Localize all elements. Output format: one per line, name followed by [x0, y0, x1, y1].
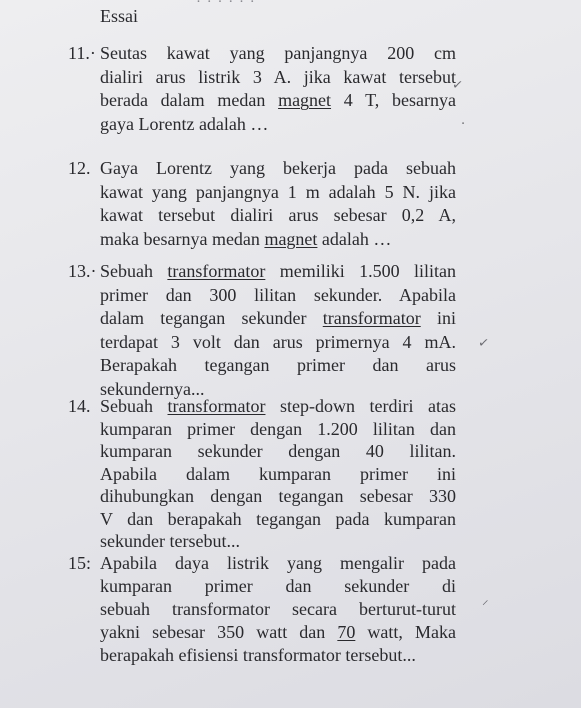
text-segment: Sebuah	[100, 261, 168, 281]
check-mark-2: ✓	[477, 335, 490, 352]
question-14	[68, 395, 456, 553]
question-line	[100, 463, 456, 486]
dot-mark: ·	[461, 117, 466, 132]
question-line	[100, 440, 456, 463]
underlined-word: transformator	[167, 396, 266, 416]
text-segment: maka besarnya medan	[100, 228, 265, 249]
text-segment: terdapat 3 volt dan arus primernya 4 mA.	[100, 331, 456, 352]
text-segment: adalah …	[317, 228, 392, 249]
text-segment: sebuah transformator secara berturut-turut	[100, 599, 456, 619]
text-segment: Seutas kawat yang panjangnya 200 cm	[100, 43, 456, 63]
check-mark-1: ✓	[451, 77, 464, 94]
text-segment: dalam tegangan sekunder	[100, 308, 323, 328]
section-heading: Essai	[100, 6, 138, 26]
cut-off-top-text: · · · · · ·	[196, 0, 256, 10]
text-segment: ini	[420, 308, 456, 328]
question-15	[68, 552, 456, 667]
text-segment: kawat tersebut dialiri arus sebesar 0,2 A,	[100, 205, 456, 225]
text-segment: sekundernya...	[100, 378, 205, 399]
text-segment: Apabila daya listrik yang mengalir pada	[100, 553, 456, 573]
question-line	[100, 260, 456, 284]
question-line	[100, 66, 456, 90]
text-segment: Berapakah tegangan primer dan arus	[100, 355, 456, 375]
question-line	[100, 485, 456, 508]
underlined-word: transformator	[167, 261, 266, 281]
underlined-word: magnet	[264, 228, 318, 249]
question-number: 15:	[68, 553, 92, 573]
question-11	[68, 42, 456, 136]
question-12	[68, 157, 456, 251]
question-line	[100, 575, 456, 598]
question-line	[100, 113, 456, 137]
text-segment: berapakah efisiensi transformator tersebut...	[100, 645, 416, 665]
question-line	[100, 418, 456, 441]
question-line	[100, 331, 456, 355]
text-segment: V dan berapakah tegangan pada kumparan	[100, 508, 456, 529]
question-line	[100, 598, 456, 621]
question-line	[100, 395, 456, 418]
question-13	[68, 260, 456, 401]
text-segment: watt, Maka	[355, 622, 456, 642]
question-line	[100, 530, 456, 553]
text-segment: primer dan 300 lilitan sekunder. Apabila	[100, 284, 456, 305]
question-line	[100, 157, 456, 181]
underlined-word: magnet	[278, 90, 332, 110]
question-line	[100, 307, 456, 331]
question-line	[100, 204, 456, 228]
text-segment: Sebuah	[100, 396, 168, 416]
text-segment: Gaya Lorentz yang bekerja pada sebuah	[100, 158, 456, 178]
text-segment: Apabila dalam kumparan primer ini	[100, 463, 456, 484]
question-line	[100, 42, 456, 66]
text-segment: kumparan sekunder dengan 40 lilitan.	[100, 441, 456, 461]
question-line	[100, 508, 456, 531]
text-segment: sekunder tersebut...	[100, 531, 240, 551]
question-line	[100, 284, 456, 308]
text-segment: berada dalam medan	[100, 90, 279, 110]
question-line	[100, 228, 456, 252]
text-segment: kawat yang panjangnya 1 m adalah 5 N. jika	[100, 181, 456, 202]
text-segment: gaya Lorentz adalah …	[100, 113, 269, 134]
question-line	[100, 552, 456, 575]
text-segment: kumparan primer dengan 1.200 lilitan dan	[100, 418, 456, 439]
text-segment: dialiri arus listrik 3 A. jika kawat tersebut	[100, 66, 456, 87]
text-segment: memiliki 1.500 lilitan	[265, 261, 456, 281]
question-number: 11.·	[68, 43, 96, 63]
text-segment: 4 T, besarnya	[331, 90, 456, 110]
dash-mark: ⸝	[482, 593, 489, 608]
question-number: 13.·	[68, 261, 97, 281]
question-number: 14.	[68, 396, 91, 416]
question-line	[100, 621, 456, 644]
text-segment: dihubungkan dengan tegangan sebesar 330	[100, 486, 456, 506]
question-number: 12.	[68, 158, 91, 178]
text-segment: kumparan primer dan sekunder di	[100, 576, 456, 596]
question-line	[100, 354, 456, 378]
text-segment: yakni sebesar 350 watt dan	[100, 622, 338, 642]
underlined-word: 70	[337, 622, 356, 642]
question-line	[100, 181, 456, 205]
text-segment: step-down terdiri atas	[265, 396, 456, 416]
question-line	[100, 644, 456, 667]
question-line	[100, 89, 456, 113]
underlined-word: transformator	[322, 308, 421, 328]
